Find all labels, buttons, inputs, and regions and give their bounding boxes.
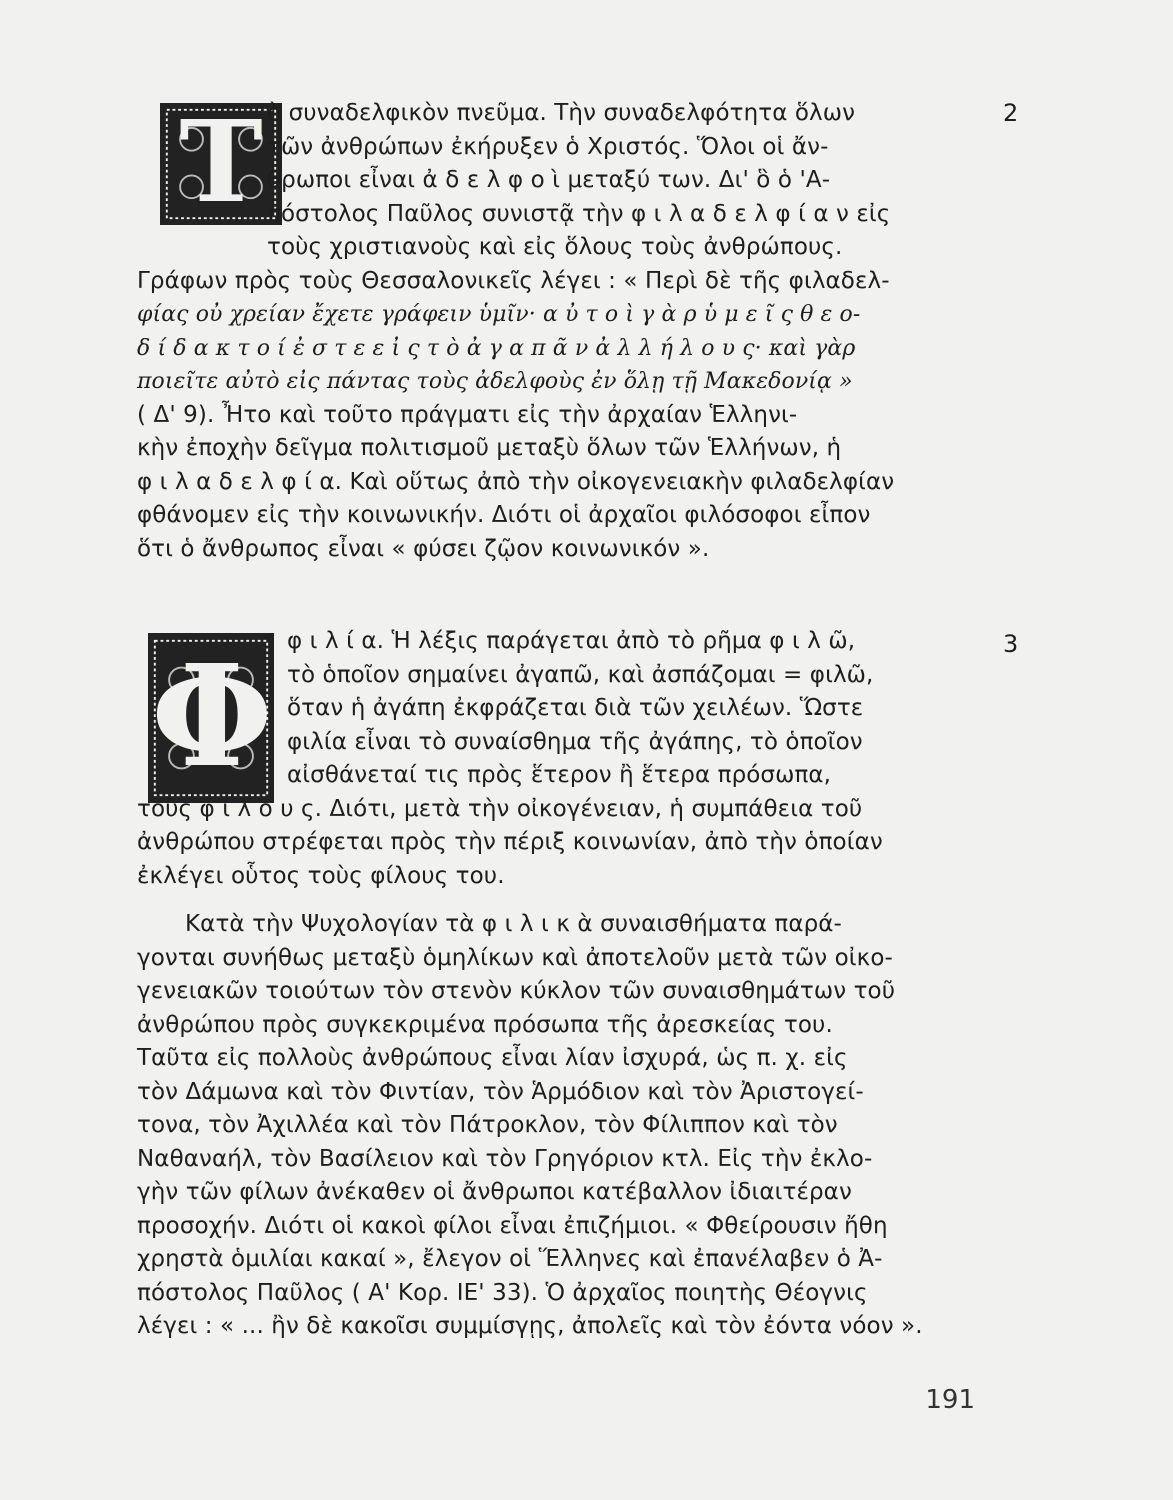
text-line: φιλία εἶναι τὸ συναίσθημα τῆς ἀγάπης, τὸ ὁποῖον [287,728,863,755]
text-line: ἀνθρώπου πρὸς συγκεκριμένα πρόσωπα τῆς ἀρεσκείας του. [137,1011,833,1038]
text-line: Γράφων πρὸς τοὺς Θεσσαλονικεῖς λέγει : « Περὶ δὲ τῆς φιλαδελ- [137,267,890,294]
text-line: δ ί δ α κ τ ο ί ἐ σ τ ε ε ἰ ς τ ὸ ἀ γ α π ᾶ ν ἀ λ λ ή λ ο υ ς· καὶ γὰρ [137,335,856,361]
initial-letter: Φ [151,635,273,799]
text-line: Ταῦτα εἰς πολλοὺς ἀνθρώπους εἶναι λίαν ἰσχυρά, ὡς π. χ. εἰς [137,1045,848,1071]
section-number: 3 [1003,630,1019,658]
text-line: γὴν τῶν φίλων ἀνέκαθεν οἱ ἄνθρωποι κατέβαλλον ἰδιαιτέραν [137,1179,852,1205]
text-line: τῶν ἀνθρώπων ἐκήρυξεν ὁ Χριστός. Ὅλοι οἱ ἄν- [267,133,829,160]
text-line: πόστολος Παῦλος συνιστᾷ τὴν φ ι λ α δ ε λ φ ί α ν εἰς [267,200,891,227]
text-line: λέγει : « ... ἢν δὲ κακοῖσι συμμίσγῃς, ἀπολεῖς καὶ τὸν ἐόντα νόον ». [137,1313,923,1339]
text-line: προσοχήν. Διότι οἱ κακοὶ φίλοι εἶναι ἐπιζήμιοι. « Φθείρουσιν ἤθη [137,1212,888,1239]
text-line: γονται συνήθως μεταξὺ ὁμηλίκων καὶ ἀποτελοῦν μετὰ τῶν οἰκο- [137,944,893,971]
text-line: αἰσθάνεταί τις πρὸς ἕτερον ἢ ἕτερα πρόσωπα, [287,762,832,788]
text-line: γενειακῶν τοιούτων τὸν στενὸν κύκλον τῶν συναισθημάτων τοῦ [137,978,896,1004]
section-number: 2 [1003,99,1019,127]
text-line: ποιεῖτε αὐτὸ εἰς πάντας τοὺς ἀδελφοὺς ἐν ὅλῃ τῇ Μακεδονίᾳ » [137,369,853,394]
paragraph-2 [137,625,987,893]
text-line: φ ι λ α δ ε λ φ ί α. Καὶ οὕτως ἀπὸ τὴν οἰκογενειακὴν φιλαδελφίαν [137,468,895,495]
text-line: τὸ ὁποῖον σημαίνει ἀγαπῶ, καὶ ἀσπάζομαι = φιλῶ, [287,661,874,688]
text-line: ὅταν ἡ ἀγάπη ἐκφράζεται διὰ τῶν χειλέων. Ὥστε [287,695,864,721]
text-line: τὸν Δάμωνα καὶ τὸν Φιντίαν, τὸν Ἁρμόδιον καὶ τὸν Ἀριστογεί- [137,1078,864,1105]
text-line: Κατὰ τὴν Ψυχολογίαν τὰ φ ι λ ι κ ὰ συναισθήματα παρά- [185,911,842,937]
paragraph-3 [137,908,987,1344]
text-line: κὴν ἐποχὴν δεῖγμα πολιτισμοῦ μεταξὺ ὅλων τῶν Ἑλλήνων, ἡ [137,435,842,461]
text-line: Ναθαναήλ, τὸν Βασίλειον καὶ τὸν Γρηγόριον κτλ. Εἰς τὴν ἐκλο- [137,1145,873,1172]
text-line: τοὺς φ ί λ ο υ ς. Διότι, μετὰ τὴν οἰκογένειαν, ἡ συμπάθεια τοῦ [137,795,863,822]
text-line: ὅτι ὁ ἄνθρωπος εἶναι « φύσει ζῷον κοινωνικόν ». [137,535,710,562]
text-line: ( Δ' 9). Ἦτο καὶ τοῦτο πράγματι εἰς τὴν ἀρχαίαν Ἑλληνι- [137,401,798,428]
text-line: φίας οὐ χρείαν ἔχετε γράφειν ὑμῖν· α ὐ τ ο ὶ γ ὰ ρ ὑ μ ε ῖ ς θ ε ο- [137,302,861,327]
text-line: χρηστὰ ὁμιλίαι κακαί », ἔλεγον οἱ Ἕλληνες καὶ ἐπανέλαβεν ὁ Ἀ- [137,1246,883,1272]
initial-letter: T [179,97,263,228]
text-line: πόστολος Παῦλος ( Α' Κορ. ΙΕ' 33). Ὁ ἀρχαῖος ποιητὴς Θέογνις [137,1279,868,1306]
text-line: θρωποι εἶναι ἀ δ ε λ φ ο ὶ μεταξύ των. Δι' ὃ ὁ 'Α- [267,167,831,193]
text-line: ὸ συναδελφικὸν πνεῦμα. Τὴν συναδελφότητα ὅλων [267,100,856,126]
text-line: τοὺς χριστιανοὺς καὶ εἰς ὅλους τοὺς ἀνθρώπους. [267,234,843,260]
text-line: φθάνομεν εἰς τὴν κοινωνικήν. Διότι οἱ ἀρχαῖοι φιλόσοφοι εἶπον [137,502,871,528]
text-line: φ ι λ ί α. Ἡ λέξις παράγεται ἀπὸ τὸ ρῆμα φ ι λ ῶ, [287,628,856,654]
text-line: ἀνθρώπου στρέφεται πρὸς τὴν πέριξ κοινωνίαν, ἀπὸ τὴν ὁποίαν [137,829,883,855]
paragraph-1 [137,97,987,566]
text-line: τονα, τὸν Ἀχιλλέα καὶ τὸν Πάτροκλον, τὸν Φίλιππον καὶ τὸν [137,1112,838,1138]
page-number: 191 [925,1385,975,1415]
text-line: ἐκλέγει οὗτος τοὺς φίλους του. [137,862,505,889]
